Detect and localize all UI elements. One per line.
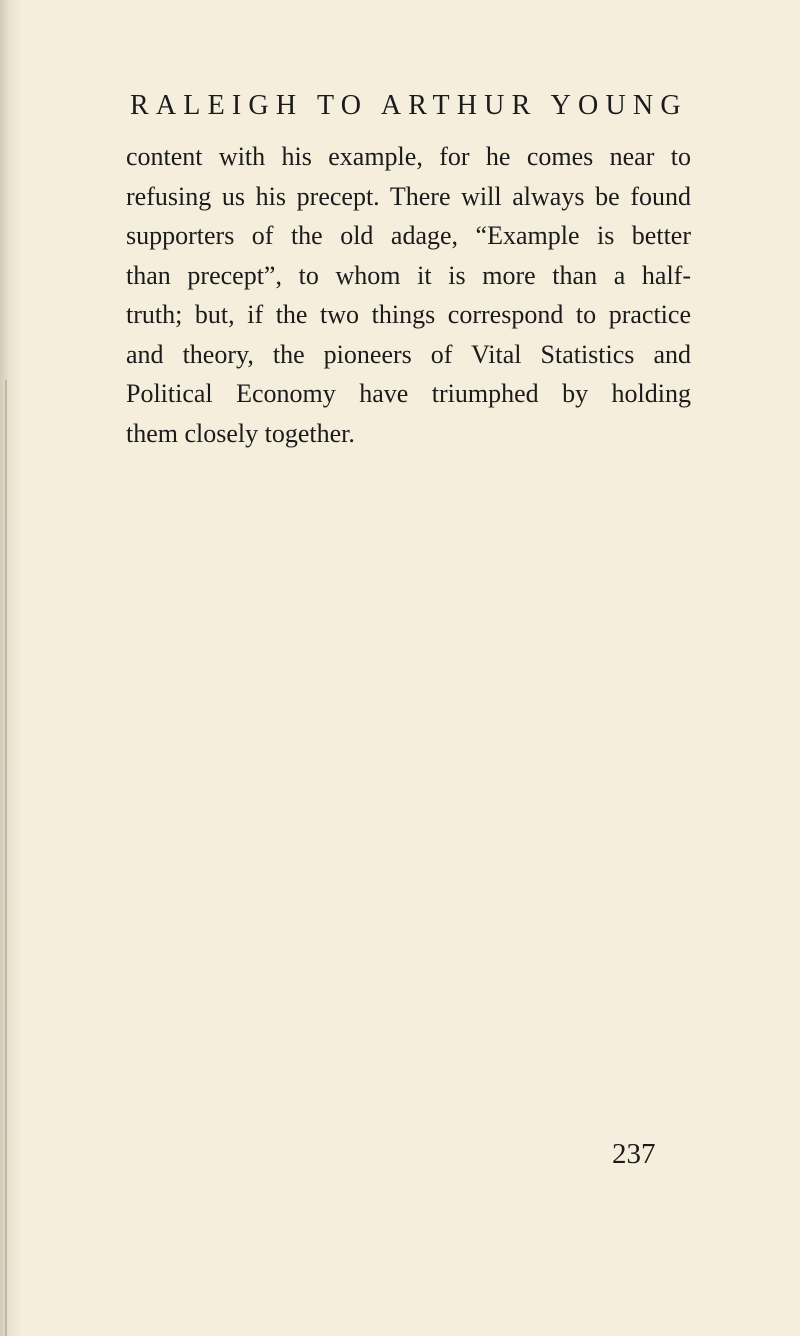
body-line: Political Economy have triumphed by holding bbox=[126, 379, 691, 408]
body-line: and theory, the pioneers of Vital Statistics and bbox=[126, 339, 691, 369]
body-line: them closely together. bbox=[126, 418, 355, 448]
body-line: content with his example, for he comes near to bbox=[126, 142, 691, 171]
page-number: 237 bbox=[612, 1138, 656, 1170]
body-line: supporters of the old adage, “Example is better bbox=[126, 221, 691, 250]
body-line: truth; but, if the two things correspond to practice bbox=[126, 300, 691, 329]
body-paragraph bbox=[126, 137, 691, 453]
binding-gutter-line bbox=[5, 380, 7, 1336]
body-line: than precept”, to whom it is more than a half- bbox=[126, 260, 691, 290]
body-line: refusing us his precept. There will always be found bbox=[126, 181, 691, 211]
running-head: RALEIGH TO ARTHUR YOUNG bbox=[130, 90, 688, 121]
binding-gutter-shadow bbox=[0, 0, 22, 1336]
